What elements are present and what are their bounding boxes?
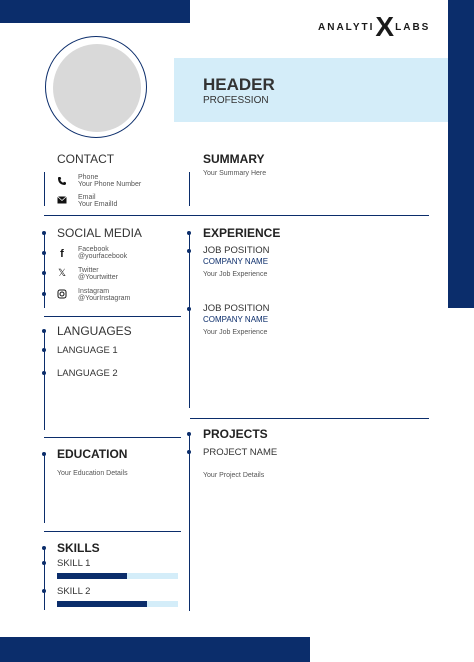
- social-dot: [42, 292, 46, 296]
- project-name[interactable]: PROJECT NAME: [203, 447, 278, 458]
- skill-name-2[interactable]: SKILL 2: [57, 586, 91, 597]
- divider-line-5: [44, 531, 181, 532]
- skill-fill-2: [57, 601, 147, 607]
- skills-vline: [44, 547, 45, 610]
- social-dot: [42, 251, 46, 255]
- logo-right-text: LABS: [395, 21, 431, 33]
- projects-vline: [189, 433, 190, 611]
- projects-dot: [187, 432, 191, 436]
- language-item-2[interactable]: LANGUAGE 2: [57, 368, 118, 379]
- social-dot: [42, 271, 46, 275]
- profile-photo-placeholder[interactable]: [53, 44, 141, 132]
- social-instagram-value[interactable]: @YourInstagram: [78, 295, 131, 302]
- skill-fill-1: [57, 573, 127, 579]
- experience-vline: [189, 232, 190, 408]
- facebook-icon: f: [60, 248, 64, 260]
- company-name-2[interactable]: COMPANY NAME: [203, 315, 269, 324]
- projects-heading: PROJECTS: [203, 427, 268, 441]
- summary-heading: SUMMARY: [203, 152, 265, 166]
- contact-email-value[interactable]: Your EmailId: [78, 201, 118, 208]
- job-position-2[interactable]: JOB POSITION: [203, 303, 270, 314]
- social-facebook-label: Facebook: [78, 246, 109, 253]
- education-vline: [44, 453, 45, 523]
- job-experience-2[interactable]: Your Job Experience: [203, 329, 268, 336]
- education-heading: EDUCATION: [57, 447, 128, 461]
- social-twitter-value[interactable]: @Yourtwitter: [78, 274, 118, 281]
- job-position-1[interactable]: JOB POSITION: [203, 245, 270, 256]
- divider-line-3: [190, 418, 429, 419]
- phone-icon: [57, 176, 67, 186]
- experience-dot: [187, 249, 191, 253]
- right-accent-bar: [448, 0, 474, 308]
- social-dot: [42, 231, 46, 235]
- contact-vline: [44, 172, 45, 206]
- summary-vline: [189, 172, 190, 206]
- social-vline: [44, 232, 45, 308]
- contact-heading: CONTACT: [57, 152, 115, 166]
- skills-dot: [42, 546, 46, 550]
- skill-bar-2: [57, 601, 178, 607]
- contact-phone-label: Phone: [78, 174, 99, 181]
- x-icon: 𝕏: [57, 267, 67, 279]
- logo-x-mark: X: [375, 11, 395, 42]
- bottom-accent-bar: [0, 637, 310, 662]
- job-experience-1[interactable]: Your Job Experience: [203, 271, 268, 278]
- social-facebook-value[interactable]: @yourfacebook: [78, 253, 128, 260]
- education-details[interactable]: Your Education Details: [57, 470, 128, 477]
- languages-dot: [42, 329, 46, 333]
- project-details[interactable]: Your Project Details: [203, 472, 265, 479]
- skill-bar-1: [57, 573, 178, 579]
- skills-dot: [42, 589, 46, 593]
- social-twitter-label: Twitter: [78, 267, 99, 274]
- top-accent-bar: [0, 0, 190, 23]
- social-instagram-label: Instagram: [78, 288, 110, 295]
- divider-line-2: [44, 316, 181, 317]
- experience-heading: EXPERIENCE: [203, 226, 281, 240]
- languages-vline: [44, 330, 45, 430]
- analytixlabs-logo: [318, 11, 431, 42]
- skills-dot: [42, 561, 46, 565]
- divider-line-1: [44, 215, 429, 216]
- social-media-heading: SOCIAL MEDIA: [57, 226, 142, 240]
- profession[interactable]: PROFESSION: [203, 95, 269, 106]
- company-name-1[interactable]: COMPANY NAME: [203, 257, 269, 266]
- logo-left-text: ANALYTI: [318, 21, 375, 33]
- language-item-1[interactable]: LANGUAGE 1: [57, 345, 118, 356]
- experience-dot: [187, 231, 191, 235]
- experience-dot: [187, 307, 191, 311]
- skills-heading: SKILLS: [57, 541, 100, 555]
- contact-email-label: Email: [78, 194, 96, 201]
- languages-heading: LANGUAGES: [57, 324, 132, 338]
- instagram-icon: [57, 289, 67, 299]
- education-dot: [42, 452, 46, 456]
- summary-text[interactable]: Your Summary Here: [203, 170, 267, 177]
- skill-name-1[interactable]: SKILL 1: [57, 558, 91, 569]
- header-title[interactable]: HEADER: [203, 75, 275, 94]
- contact-phone-value[interactable]: Your Phone Number: [78, 181, 142, 188]
- languages-dot: [42, 348, 46, 352]
- projects-dot: [187, 450, 191, 454]
- email-icon: [57, 195, 67, 205]
- divider-line-4: [44, 437, 181, 438]
- languages-dot: [42, 371, 46, 375]
